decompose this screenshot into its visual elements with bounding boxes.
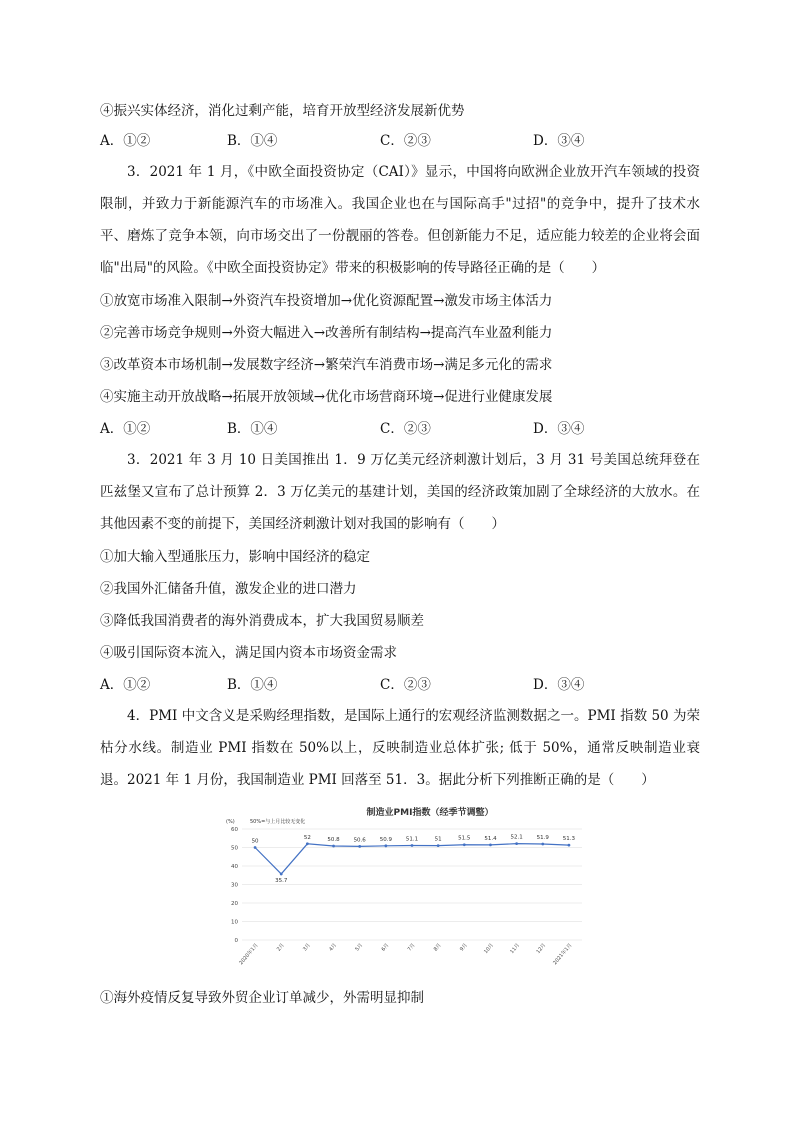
question-stem: 3．2021 年 3 月 10 日美国推出 1．9 万亿美元经济刺激计划后，3 月 31 号美国总统拜登在匹兹堡又宣布了总计预算 2．3 万亿美元的基建计划，美国的经济政策加剧了全球经济的大放水。在其他因素不变的前提下，美国经济刺激计划对我国的影响有（ ） — [100, 452, 700, 532]
x-tick-label: 11月 — [509, 942, 522, 955]
y-tick-label: 0 — [234, 938, 238, 944]
data-label: 51 — [434, 836, 442, 843]
option-a: A．①② — [100, 677, 151, 693]
data-label: 51.9 — [536, 834, 549, 841]
option-d: D．③④ — [533, 133, 585, 149]
x-tick-label: 6月 — [380, 942, 391, 953]
question-options — [100, 419, 700, 439]
y-tick-label: 10 — [231, 919, 238, 926]
y-tick-label: 50 — [231, 845, 238, 852]
prev-options — [100, 131, 700, 151]
data-label: 52.1 — [510, 834, 523, 841]
option-d: D．③④ — [533, 677, 585, 693]
question-item-1: ①放宽市场准入限制→外资汽车投资增加→优化资源配置→激发市场主体活力 — [100, 293, 553, 309]
question-item-1: ①海外疫情反复导致外贸企业订单减少，外需明显抑制 — [100, 990, 424, 1006]
question-options — [100, 675, 700, 695]
x-tick-label: 8月 — [432, 942, 443, 953]
question-item-3: ③改革资本市场机制→发展数字经济→繁荣汽车消费市场→满足多元化的需求 — [100, 357, 553, 373]
data-point — [411, 844, 414, 847]
option-b: B．①④ — [227, 133, 278, 149]
x-tick-label: 2020年1月 — [238, 942, 260, 967]
question-stem: 3．2021 年 1 月，《中欧全面投资协定（CAI）》显示，中国将向欧洲企业放开汽车领域的投资限制，并致力于新能源汽车的市场准入。我国企业也在与国际高手"过招"的竞争中，提升了技术水平、磨炼了竞争本领，向市场交出了一份靓丽的答卷。但创新能力不足，适应能力较差的企业将会面临"出局"的风险。《中欧全面投资协定》带来的积极影响的传导路径正确的是（ ） — [100, 164, 700, 276]
data-label: 50.8 — [327, 837, 340, 844]
x-tick-label: 2021年1月 — [552, 942, 574, 967]
question-item-1: ①加大输入型通胀压力，影响中国经济的稳定 — [100, 549, 370, 565]
data-point — [306, 842, 309, 845]
data-label: 35.7 — [275, 877, 288, 884]
question-item-2: ②我国外汇储备升值，激发企业的进口潜力 — [100, 581, 357, 597]
option-b: B．①④ — [227, 677, 278, 693]
data-label: 51.4 — [484, 835, 497, 842]
data-point — [541, 843, 544, 846]
prev-item-4: ④振兴实体经济，消化过剩产能，培育开放型经济发展新优势 — [100, 103, 465, 119]
pmi-line-chart — [220, 795, 592, 975]
option-a: A．①② — [100, 133, 151, 149]
data-label: 51.1 — [405, 836, 419, 843]
option-a: A．①② — [100, 421, 151, 437]
y-tick-label: 20 — [231, 901, 238, 907]
option-b: B．①④ — [227, 421, 278, 437]
data-point — [463, 843, 466, 846]
option-d: D．③④ — [533, 421, 585, 437]
data-label: 52 — [303, 834, 311, 841]
pmi-series-line — [255, 844, 569, 874]
x-tick-label: 12月 — [535, 942, 548, 955]
data-point — [568, 844, 571, 847]
data-point — [437, 844, 440, 847]
data-label: 51.5 — [458, 835, 471, 842]
question-item-4: ④吸引国际资本流入，满足国内资本市场资金需求 — [100, 645, 397, 661]
x-tick-label: 7月 — [406, 942, 417, 953]
x-tick-label: 4月 — [328, 942, 339, 953]
x-tick-label: 5月 — [354, 942, 365, 953]
question-item-2: ②完善市场竞争规则→外资大幅进入→改善所有制结构→提高汽车业盈利能力 — [100, 325, 553, 341]
data-label: 50.6 — [353, 837, 366, 844]
data-label: 51.3 — [562, 836, 576, 843]
y-tick-label: 30 — [231, 882, 238, 889]
y-tick-label: 40 — [231, 864, 238, 870]
data-point — [515, 842, 518, 845]
data-point — [254, 846, 257, 849]
x-tick-label: 2月 — [275, 942, 286, 953]
chart-legend-note: 50%=与上月比较无变化 — [250, 819, 306, 825]
question-item-3: ③降低我国消费者的海外消费成本，扩大我国贸易顺差 — [100, 613, 424, 629]
option-c: C．②③ — [380, 133, 431, 149]
question-item-4: ④实施主动开放战略→拓展开放领域→优化市场营商环境→促进行业健康发展 — [100, 389, 553, 405]
x-tick-label: 10月 — [483, 942, 495, 955]
data-point — [280, 873, 283, 876]
option-c: C．②③ — [380, 421, 431, 437]
data-point — [489, 844, 492, 847]
chart-title: 制造业PMI指数（经季节调整） — [366, 808, 494, 818]
data-label: 50 — [251, 838, 259, 845]
x-tick-label: 9月 — [458, 942, 469, 953]
data-label: 50.9 — [379, 836, 392, 843]
option-c: C．②③ — [380, 677, 431, 693]
y-tick-label: 60 — [231, 827, 238, 833]
x-tick-label: 3月 — [302, 942, 312, 953]
data-point — [332, 845, 335, 848]
chart-unit-label: (%) — [226, 819, 235, 825]
data-point — [384, 844, 387, 847]
question-stem: 4．PMI 中文含义是采购经理指数，是国际上通行的宏观经济监测数据之一。PMI 指数 50 为荣枯分水线。制造业 PMI 指数在 50%以上，反映制造业总体扩张; 低于 50%，通常反映制造业衰退。2021 年 1 月份，我国制造业 PMI 回落至 51．3。据此分析下列推断正确的是（ ） — [100, 708, 700, 788]
data-point — [358, 845, 361, 848]
